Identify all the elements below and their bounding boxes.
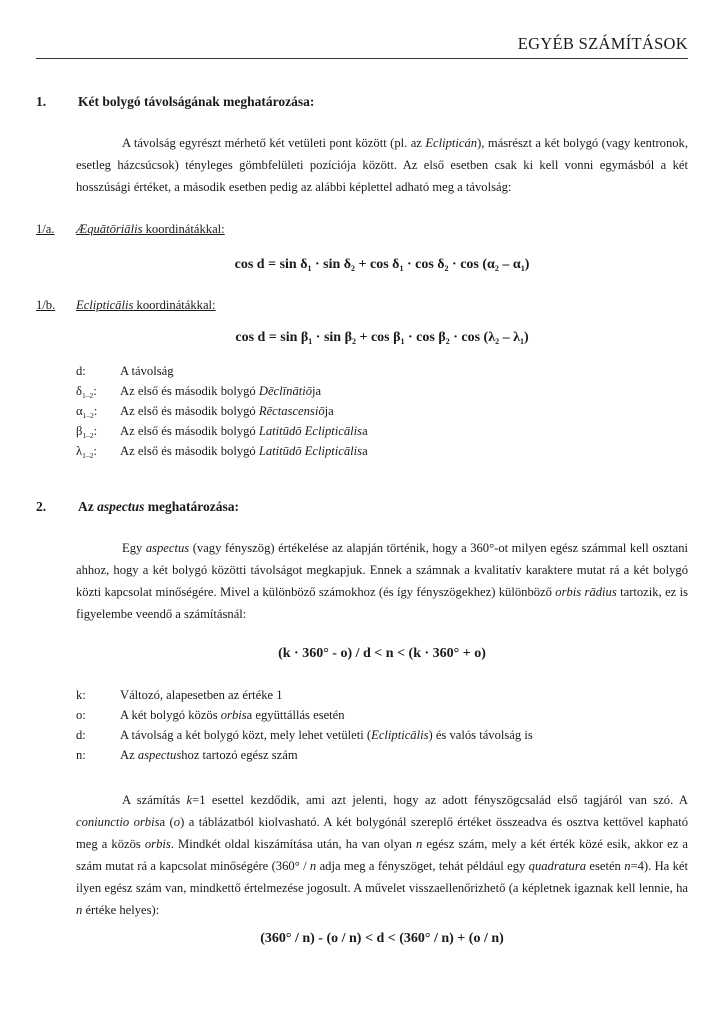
variable-row bbox=[76, 444, 688, 464]
variable-row bbox=[76, 708, 688, 728]
section-2-title-pre: Az bbox=[78, 499, 98, 514]
italic-term: orbis bbox=[144, 837, 171, 851]
text-run: . Mindkét oldal kiszámítása után, ha van olyan bbox=[170, 837, 416, 851]
text-run: ) a táblázatból kiolvasható. A két bolygónál szereplő értéket összeadva és osztva kettővel kapható meg a közös bbox=[76, 815, 688, 851]
italic-term: n bbox=[415, 837, 423, 851]
text-run: tartozik, ez is figyelembe veendő a számításnál: bbox=[76, 585, 689, 621]
italic-term: n bbox=[76, 903, 83, 917]
section-2-title-italic: aspectus bbox=[97, 499, 145, 514]
variable-row bbox=[76, 364, 688, 384]
formula-eclipticalis: $\cos d = \sin \beta_1 \cdot \sin \beta_2 + \cos \beta_1 \cdot \cos \beta_2 \cdot \cos (\lambda_2 - \lambda_1)$ bbox=[235, 330, 529, 346]
header-rule bbox=[36, 58, 688, 59]
text-run: A számítás bbox=[122, 793, 187, 807]
variable-symbol: $\lambda_{1-2}$: bbox=[76, 444, 97, 460]
variable-row bbox=[76, 728, 688, 748]
variable-row bbox=[76, 384, 688, 404]
formula-aspectus: (k · 360° - o) / d < n < (k · 360° + o) bbox=[278, 646, 486, 661]
subsection-1b-title-rest: koordinátákkal: bbox=[133, 298, 216, 312]
variable-description: A két bolygó közös orbisa együttállás esetén bbox=[120, 708, 345, 722]
section-1-paragraph bbox=[76, 132, 688, 198]
italic-term: orbis rādius bbox=[555, 585, 617, 599]
variable-description: Az első és második bolygó Dēclīnātiōja bbox=[120, 384, 322, 398]
formula-aequatorialis: $\cos d = \sin \delta_1 \cdot \sin \delta_2 + \cos \delta_1 \cdot \cos \delta_2 \cdot \cos (\alpha_2 - \alpha_1)$ bbox=[234, 257, 530, 273]
variable-row bbox=[76, 688, 688, 708]
variable-row bbox=[76, 424, 688, 444]
variable-symbol: $\alpha_{1-2}$: bbox=[76, 404, 98, 420]
subsection-1a-title-italic: Æquātōriālis bbox=[76, 222, 143, 236]
text-run: A távolság egyrészt mérhető két vetületi pont között (pl. az bbox=[122, 136, 426, 150]
variable-description: A távolság a két bolygó közt, mely lehet vetületi (Eclipticālis) és valós távolság is bbox=[120, 728, 533, 742]
variable-row bbox=[76, 404, 688, 424]
text-run: Egy bbox=[122, 541, 146, 555]
italic-term: aspectus bbox=[145, 541, 190, 555]
variable-row bbox=[76, 748, 688, 768]
variable-description: Az első és második bolygó Rēctascensiōja bbox=[120, 404, 334, 418]
variable-symbol: n: bbox=[76, 748, 86, 762]
italic-term: n bbox=[309, 859, 317, 873]
italic-term: quadratura bbox=[528, 859, 587, 873]
variable-symbol: d: bbox=[76, 728, 86, 742]
italic-term: n bbox=[624, 859, 631, 873]
section-2-paragraph-2 bbox=[76, 789, 688, 921]
italic-term: o bbox=[173, 815, 181, 829]
variable-symbol: k: bbox=[76, 688, 86, 702]
subsection-1a-number: 1/a. bbox=[36, 222, 55, 236]
variable-description: Az első és második bolygó Latitūdō Eclipticālisa bbox=[120, 444, 368, 458]
variable-symbol: o: bbox=[76, 708, 86, 722]
section-2-number: 2. bbox=[36, 499, 47, 514]
section-2-title-post: meghatározása: bbox=[144, 499, 239, 514]
text-run: ), másrészt a két bolygó (vagy kentronok, esetleg házcsúcsok) tényleges gömbfelületi pozíciója között. Az első esetben csak ki kell vonni egymásból a két hosszúsági értéket, a második esetben pedig az alábbi képlettel adható meg a távolság: bbox=[76, 136, 688, 194]
running-head: EGYÉB SZÁMÍTÁSOK bbox=[517, 34, 688, 53]
variable-description: A távolság bbox=[120, 364, 174, 378]
subsection-1b-number: 1/b. bbox=[36, 298, 56, 312]
text-run: (vagy fényszög) értékelése az alapján történik, hogy a 360°-ot milyen egész számmal kell osztani ahhoz, hogy a két bolygó közötti távolságot megkapjuk. Ennek a számnak a kvalitatív karaktere mutat rá a két bolygó közti kapcsolat minőségére. Mivel a különböző számokhoz (és így fényszögekhez) különböző bbox=[76, 541, 688, 599]
variable-symbol: $\beta_{1-2}$: bbox=[76, 424, 98, 440]
subsection-1a-title-rest: koordinátákkal: bbox=[142, 222, 225, 236]
variable-symbol: d: bbox=[76, 364, 86, 378]
text-run: adja meg a fényszöget, tehát például egy bbox=[316, 859, 529, 873]
text-run: értéke helyes): bbox=[82, 903, 160, 917]
variable-description: Az első és második bolygó Latitūdō Eclipticālisa bbox=[120, 424, 368, 438]
italic-term: Eclipticán bbox=[425, 136, 478, 150]
section-2-title bbox=[78, 499, 239, 515]
variable-description: Változó, alapesetben az értéke 1 bbox=[120, 688, 283, 702]
variable-description: Az aspectushoz tartozó egész szám bbox=[120, 748, 298, 762]
text-run: a ( bbox=[159, 815, 174, 829]
section-1-number: 1. bbox=[36, 94, 47, 109]
italic-term: coniunctio orbis bbox=[76, 815, 160, 829]
section-2-paragraph-1 bbox=[76, 537, 688, 625]
text-run: =4). Ha két ilyen egész szám van, mindkettő értelmezése jogosult. A művelet visszaellenőrizhető (a képletnek igaznak kell lennie, ha bbox=[76, 859, 689, 895]
subsection-1b-title bbox=[76, 298, 216, 313]
text-run: esetén bbox=[586, 859, 625, 873]
subsection-1b-title-italic: Eclipticālis bbox=[76, 298, 134, 312]
text-run: egész szám, mely a két érték közé esik, akkor ez a szám mutat rá a kapcsolat minőségére (360° / bbox=[76, 837, 688, 873]
subsection-1a-title bbox=[76, 222, 225, 237]
variable-symbol: $\delta_{1-2}$: bbox=[76, 384, 97, 400]
section-1-title: Két bolygó távolságának meghatározása: bbox=[78, 94, 315, 109]
formula-check: (360° / n) - (o / n) < d < (360° / n) + (o / n) bbox=[260, 931, 504, 946]
italic-term: k bbox=[186, 793, 193, 807]
text-run: =1 esettel kezdődik, ami azt jelenti, hogy az adott fényszögcsalád első tagjáról van szó. A bbox=[192, 793, 688, 807]
